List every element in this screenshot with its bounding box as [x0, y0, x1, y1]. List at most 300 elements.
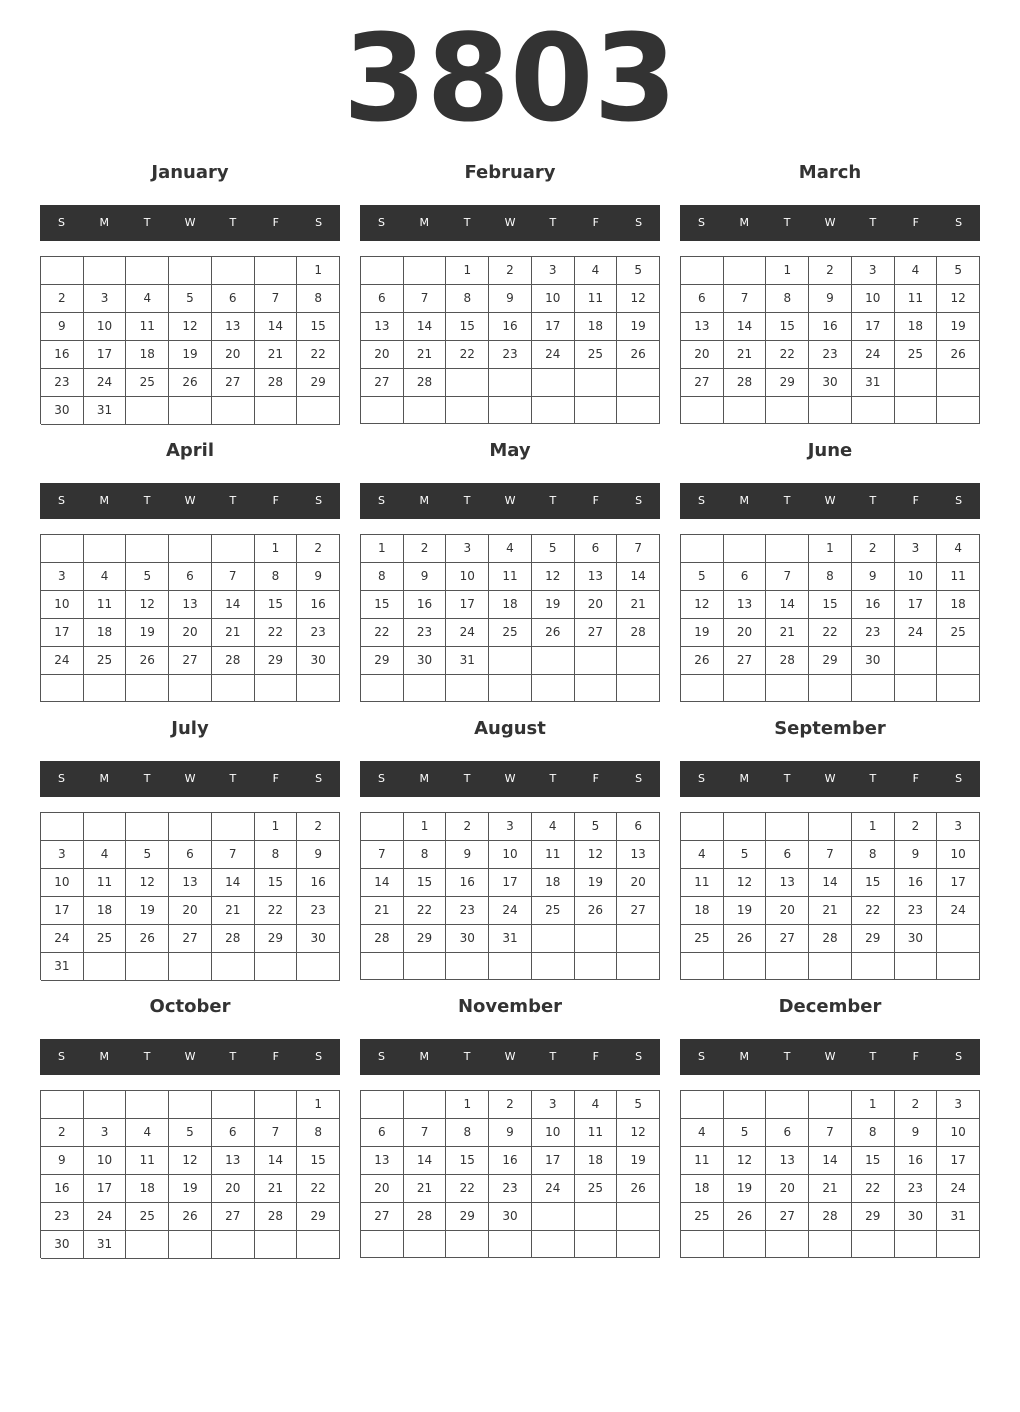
- weekday-label: F: [912, 216, 919, 229]
- day-cell: 6: [766, 1119, 809, 1147]
- day-cell: 9: [404, 563, 447, 591]
- day-cell: 8: [297, 1119, 340, 1147]
- weekday-label: S: [955, 1050, 963, 1063]
- weekday-label: S: [315, 1050, 323, 1063]
- day-cell: 13: [724, 591, 767, 619]
- day-cell: 12: [617, 1119, 660, 1147]
- day-cell: [532, 647, 575, 675]
- day-cell: 9: [489, 1119, 532, 1147]
- day-cell: 24: [852, 341, 895, 369]
- day-cell: [255, 675, 298, 702]
- weekday-header: [680, 1039, 980, 1075]
- weekday-label: T: [143, 216, 151, 229]
- day-cell: 10: [937, 1119, 980, 1147]
- day-cell: 3: [937, 1091, 980, 1119]
- weekday-label: F: [592, 216, 599, 229]
- day-cell: 16: [489, 1147, 532, 1175]
- day-cell: 20: [169, 897, 212, 925]
- day-cell: 26: [532, 619, 575, 647]
- day-cell: 21: [766, 619, 809, 647]
- day-cell: 28: [809, 1203, 852, 1231]
- day-cell: [766, 535, 809, 563]
- day-cell: [41, 535, 84, 563]
- month-january: [40, 155, 340, 425]
- weekday-label: T: [463, 494, 471, 507]
- day-cell: 13: [617, 841, 660, 869]
- day-cell: [724, 675, 767, 702]
- day-cell: 28: [255, 1203, 298, 1231]
- day-cell: [766, 1231, 809, 1258]
- day-cell: 1: [446, 1091, 489, 1119]
- day-cell: 12: [169, 313, 212, 341]
- month-name: April: [165, 440, 215, 461]
- weekday-label: F: [912, 494, 919, 507]
- day-cell: [126, 535, 169, 563]
- day-cell: 30: [852, 647, 895, 675]
- day-cell: 8: [766, 285, 809, 313]
- day-cell: [255, 1091, 298, 1119]
- day-cell: 27: [212, 369, 255, 397]
- day-cell: 31: [852, 369, 895, 397]
- day-cell: 21: [809, 897, 852, 925]
- day-cell: 4: [937, 535, 980, 563]
- day-cell: 8: [809, 563, 852, 591]
- day-cell: 1: [297, 257, 340, 285]
- weekday-label: W: [824, 772, 836, 785]
- day-cell: 1: [852, 1091, 895, 1119]
- day-cell: 2: [489, 257, 532, 285]
- day-cell: 3: [446, 535, 489, 563]
- day-cell: [532, 925, 575, 953]
- day-cell: [895, 1231, 938, 1258]
- day-cell: 17: [489, 869, 532, 897]
- month-name: February: [464, 162, 556, 183]
- day-cell: 15: [766, 313, 809, 341]
- day-cell: 9: [489, 285, 532, 313]
- day-cell: 1: [297, 1091, 340, 1119]
- day-cell: 26: [126, 925, 169, 953]
- day-cell: [361, 1091, 404, 1119]
- day-cell: [575, 953, 618, 980]
- day-cell: 11: [681, 1147, 724, 1175]
- day-cell: 8: [446, 1119, 489, 1147]
- day-cell: 19: [575, 869, 618, 897]
- weekday-label: S: [315, 772, 323, 785]
- day-cell: [361, 953, 404, 980]
- month-name: January: [151, 162, 229, 183]
- day-cell: [681, 675, 724, 702]
- day-cell: 5: [617, 257, 660, 285]
- day-cell: 17: [84, 1175, 127, 1203]
- day-cell: 13: [766, 1147, 809, 1175]
- weekday-label: W: [184, 494, 196, 507]
- day-cell: [169, 257, 212, 285]
- day-cell: [852, 675, 895, 702]
- day-cell: 26: [126, 647, 169, 675]
- day-cell: 29: [297, 1203, 340, 1231]
- month-name: September: [774, 718, 886, 739]
- day-cell: 25: [937, 619, 980, 647]
- day-cell: 20: [169, 619, 212, 647]
- day-cell: [361, 813, 404, 841]
- day-cell: 13: [212, 313, 255, 341]
- day-cell: 27: [575, 619, 618, 647]
- day-cell: 23: [297, 897, 340, 925]
- day-cell: 22: [255, 897, 298, 925]
- day-cell: 28: [809, 925, 852, 953]
- weekday-label: W: [504, 1050, 516, 1063]
- day-cell: [895, 369, 938, 397]
- day-cell: 23: [852, 619, 895, 647]
- day-cell: 26: [681, 647, 724, 675]
- day-cell: 29: [809, 647, 852, 675]
- day-cell: 7: [766, 563, 809, 591]
- month-march: [680, 155, 980, 425]
- day-cell: [361, 397, 404, 424]
- day-cell: 18: [126, 341, 169, 369]
- day-cell: [41, 675, 84, 702]
- day-cell: 21: [212, 897, 255, 925]
- month-may: [360, 433, 660, 703]
- weekday-label: T: [143, 772, 151, 785]
- weekday-label: S: [955, 494, 963, 507]
- day-cell: [681, 535, 724, 563]
- day-cell: 17: [532, 313, 575, 341]
- day-cell: [937, 953, 980, 980]
- weekday-header: [680, 205, 980, 241]
- day-cell: [212, 675, 255, 702]
- month-name: July: [171, 718, 209, 739]
- day-cell: [575, 397, 618, 424]
- day-cell: 23: [41, 369, 84, 397]
- day-cell: 8: [297, 285, 340, 313]
- day-cell: [852, 1231, 895, 1258]
- day-cell: [724, 1231, 767, 1258]
- weekday-header: [360, 761, 660, 797]
- day-cell: 16: [404, 591, 447, 619]
- day-cell: [446, 675, 489, 702]
- day-cell: 28: [212, 647, 255, 675]
- weekday-label: T: [869, 494, 877, 507]
- weekday-label: W: [184, 772, 196, 785]
- weekday-label: S: [697, 494, 705, 507]
- day-cell: 24: [895, 619, 938, 647]
- day-cell: 11: [489, 563, 532, 591]
- day-cell: 3: [532, 1091, 575, 1119]
- day-cell: 3: [84, 285, 127, 313]
- day-cell: 15: [255, 591, 298, 619]
- day-cell: 23: [41, 1203, 84, 1231]
- day-cell: 22: [852, 897, 895, 925]
- day-cell: 22: [404, 897, 447, 925]
- day-cell: 10: [895, 563, 938, 591]
- day-cell: 6: [575, 535, 618, 563]
- day-cell: [617, 397, 660, 424]
- day-cell: 11: [575, 285, 618, 313]
- day-cell: [895, 397, 938, 424]
- day-cell: 29: [766, 369, 809, 397]
- day-grid: [40, 534, 340, 702]
- day-cell: [895, 953, 938, 980]
- day-cell: 1: [255, 813, 298, 841]
- day-cell: 27: [724, 647, 767, 675]
- day-cell: 3: [852, 257, 895, 285]
- day-cell: 10: [84, 1147, 127, 1175]
- day-cell: 24: [937, 1175, 980, 1203]
- day-cell: [84, 257, 127, 285]
- day-cell: [809, 813, 852, 841]
- day-cell: 26: [617, 1175, 660, 1203]
- day-cell: 21: [255, 341, 298, 369]
- day-cell: 12: [937, 285, 980, 313]
- day-cell: 2: [446, 813, 489, 841]
- day-cell: [297, 1231, 340, 1259]
- day-cell: 14: [404, 313, 447, 341]
- day-cell: [169, 675, 212, 702]
- weekday-label: M: [99, 1050, 110, 1063]
- day-cell: [212, 1091, 255, 1119]
- day-cell: 6: [681, 285, 724, 313]
- day-cell: [895, 675, 938, 702]
- day-cell: [169, 397, 212, 425]
- day-cell: 4: [126, 285, 169, 313]
- day-cell: 19: [126, 619, 169, 647]
- day-cell: 25: [532, 897, 575, 925]
- weekday-label: T: [549, 216, 557, 229]
- day-cell: 5: [532, 535, 575, 563]
- day-cell: 16: [41, 1175, 84, 1203]
- day-cell: 5: [169, 285, 212, 313]
- day-cell: 18: [681, 1175, 724, 1203]
- day-cell: 16: [297, 869, 340, 897]
- day-cell: [766, 813, 809, 841]
- day-cell: [297, 675, 340, 702]
- day-cell: 20: [212, 341, 255, 369]
- day-cell: 17: [895, 591, 938, 619]
- day-cell: 23: [809, 341, 852, 369]
- day-cell: 6: [212, 285, 255, 313]
- day-cell: 4: [681, 841, 724, 869]
- day-cell: 30: [446, 925, 489, 953]
- day-cell: [532, 369, 575, 397]
- weekday-label: S: [57, 216, 65, 229]
- day-grid: [40, 812, 340, 980]
- day-cell: [255, 1231, 298, 1259]
- day-cell: [41, 813, 84, 841]
- day-cell: 23: [489, 341, 532, 369]
- day-cell: 28: [212, 925, 255, 953]
- day-cell: 1: [404, 813, 447, 841]
- weekday-label: F: [272, 494, 279, 507]
- weekday-label: W: [824, 494, 836, 507]
- day-cell: 19: [724, 1175, 767, 1203]
- day-cell: 31: [41, 953, 84, 981]
- day-cell: 12: [532, 563, 575, 591]
- day-grid: [360, 1090, 660, 1258]
- day-cell: 1: [852, 813, 895, 841]
- day-cell: [809, 397, 852, 424]
- day-cell: 16: [895, 1147, 938, 1175]
- day-cell: 24: [489, 897, 532, 925]
- day-cell: 13: [681, 313, 724, 341]
- day-cell: 5: [937, 257, 980, 285]
- day-cell: [575, 1231, 618, 1258]
- day-cell: 18: [895, 313, 938, 341]
- day-cell: 17: [41, 619, 84, 647]
- weekday-label: F: [272, 1050, 279, 1063]
- day-cell: [169, 535, 212, 563]
- weekday-label: W: [184, 216, 196, 229]
- day-cell: 8: [852, 1119, 895, 1147]
- day-cell: 26: [575, 897, 618, 925]
- day-cell: 25: [489, 619, 532, 647]
- day-cell: 30: [41, 397, 84, 425]
- day-cell: 18: [84, 619, 127, 647]
- day-cell: [404, 1091, 447, 1119]
- day-cell: [126, 953, 169, 981]
- weekday-label: S: [57, 494, 65, 507]
- weekday-label: T: [143, 494, 151, 507]
- day-cell: 6: [169, 563, 212, 591]
- day-cell: 30: [895, 925, 938, 953]
- weekday-label: F: [272, 216, 279, 229]
- day-cell: 15: [255, 869, 298, 897]
- day-cell: [852, 397, 895, 424]
- day-cell: 5: [617, 1091, 660, 1119]
- day-cell: [766, 397, 809, 424]
- day-cell: 15: [852, 869, 895, 897]
- day-cell: 21: [404, 1175, 447, 1203]
- day-cell: 10: [489, 841, 532, 869]
- day-cell: 4: [575, 1091, 618, 1119]
- day-cell: [404, 953, 447, 980]
- day-grid: [40, 1090, 340, 1258]
- day-cell: [809, 1231, 852, 1258]
- weekday-label: S: [315, 216, 323, 229]
- day-cell: 11: [681, 869, 724, 897]
- day-cell: 3: [895, 535, 938, 563]
- day-cell: [617, 647, 660, 675]
- weekday-label: T: [463, 216, 471, 229]
- weekday-label: W: [504, 494, 516, 507]
- weekday-label: S: [955, 216, 963, 229]
- day-cell: 8: [852, 841, 895, 869]
- day-cell: [212, 953, 255, 981]
- day-cell: 21: [404, 341, 447, 369]
- day-cell: 11: [575, 1119, 618, 1147]
- day-cell: 10: [852, 285, 895, 313]
- day-cell: 4: [84, 563, 127, 591]
- day-cell: 19: [617, 313, 660, 341]
- day-cell: 19: [169, 341, 212, 369]
- day-cell: 13: [169, 869, 212, 897]
- day-cell: [766, 953, 809, 980]
- weekday-label: M: [99, 494, 110, 507]
- weekday-label: S: [57, 772, 65, 785]
- day-cell: 2: [809, 257, 852, 285]
- weekday-label: T: [463, 772, 471, 785]
- month-name: October: [149, 996, 231, 1017]
- day-cell: 15: [404, 869, 447, 897]
- day-cell: 14: [255, 1147, 298, 1175]
- day-cell: 7: [361, 841, 404, 869]
- day-cell: 1: [361, 535, 404, 563]
- day-cell: 31: [937, 1203, 980, 1231]
- day-cell: [489, 1231, 532, 1258]
- day-grid: [680, 534, 980, 702]
- day-cell: 3: [41, 563, 84, 591]
- day-cell: [169, 1231, 212, 1259]
- day-cell: 1: [255, 535, 298, 563]
- day-cell: 20: [766, 1175, 809, 1203]
- day-cell: 10: [532, 285, 575, 313]
- day-cell: 31: [489, 925, 532, 953]
- weekday-label: T: [869, 772, 877, 785]
- day-cell: 9: [446, 841, 489, 869]
- day-cell: 26: [169, 369, 212, 397]
- day-cell: 22: [766, 341, 809, 369]
- day-cell: 11: [126, 1147, 169, 1175]
- day-cell: [681, 1231, 724, 1258]
- day-cell: 2: [297, 813, 340, 841]
- day-cell: [681, 1091, 724, 1119]
- day-cell: [489, 675, 532, 702]
- day-cell: 22: [255, 619, 298, 647]
- day-cell: 9: [297, 841, 340, 869]
- day-cell: 24: [532, 1175, 575, 1203]
- weekday-header: [680, 761, 980, 797]
- day-cell: 6: [361, 285, 404, 313]
- day-cell: 17: [532, 1147, 575, 1175]
- weekday-label: T: [869, 1050, 877, 1063]
- day-cell: 28: [255, 369, 298, 397]
- day-cell: 5: [724, 841, 767, 869]
- day-cell: 5: [724, 1119, 767, 1147]
- day-cell: 23: [895, 897, 938, 925]
- day-cell: 9: [809, 285, 852, 313]
- day-cell: 14: [809, 1147, 852, 1175]
- day-cell: 26: [617, 341, 660, 369]
- day-cell: 1: [766, 257, 809, 285]
- weekday-label: S: [955, 772, 963, 785]
- day-cell: 19: [532, 591, 575, 619]
- day-cell: 4: [84, 841, 127, 869]
- month-february: [360, 155, 660, 425]
- day-cell: 14: [766, 591, 809, 619]
- day-cell: 23: [297, 619, 340, 647]
- day-cell: 28: [766, 647, 809, 675]
- weekday-header: [40, 1039, 340, 1075]
- day-cell: [681, 953, 724, 980]
- day-cell: 27: [169, 925, 212, 953]
- day-cell: 24: [84, 369, 127, 397]
- day-cell: 23: [895, 1175, 938, 1203]
- day-cell: [489, 397, 532, 424]
- day-cell: 7: [212, 563, 255, 591]
- day-cell: 6: [766, 841, 809, 869]
- day-cell: [361, 257, 404, 285]
- day-cell: 3: [84, 1119, 127, 1147]
- day-cell: 7: [255, 1119, 298, 1147]
- day-cell: 14: [361, 869, 404, 897]
- day-cell: 31: [446, 647, 489, 675]
- day-cell: [575, 369, 618, 397]
- day-cell: 8: [255, 563, 298, 591]
- day-cell: 6: [361, 1119, 404, 1147]
- day-cell: 20: [212, 1175, 255, 1203]
- day-cell: 20: [724, 619, 767, 647]
- day-cell: [169, 1091, 212, 1119]
